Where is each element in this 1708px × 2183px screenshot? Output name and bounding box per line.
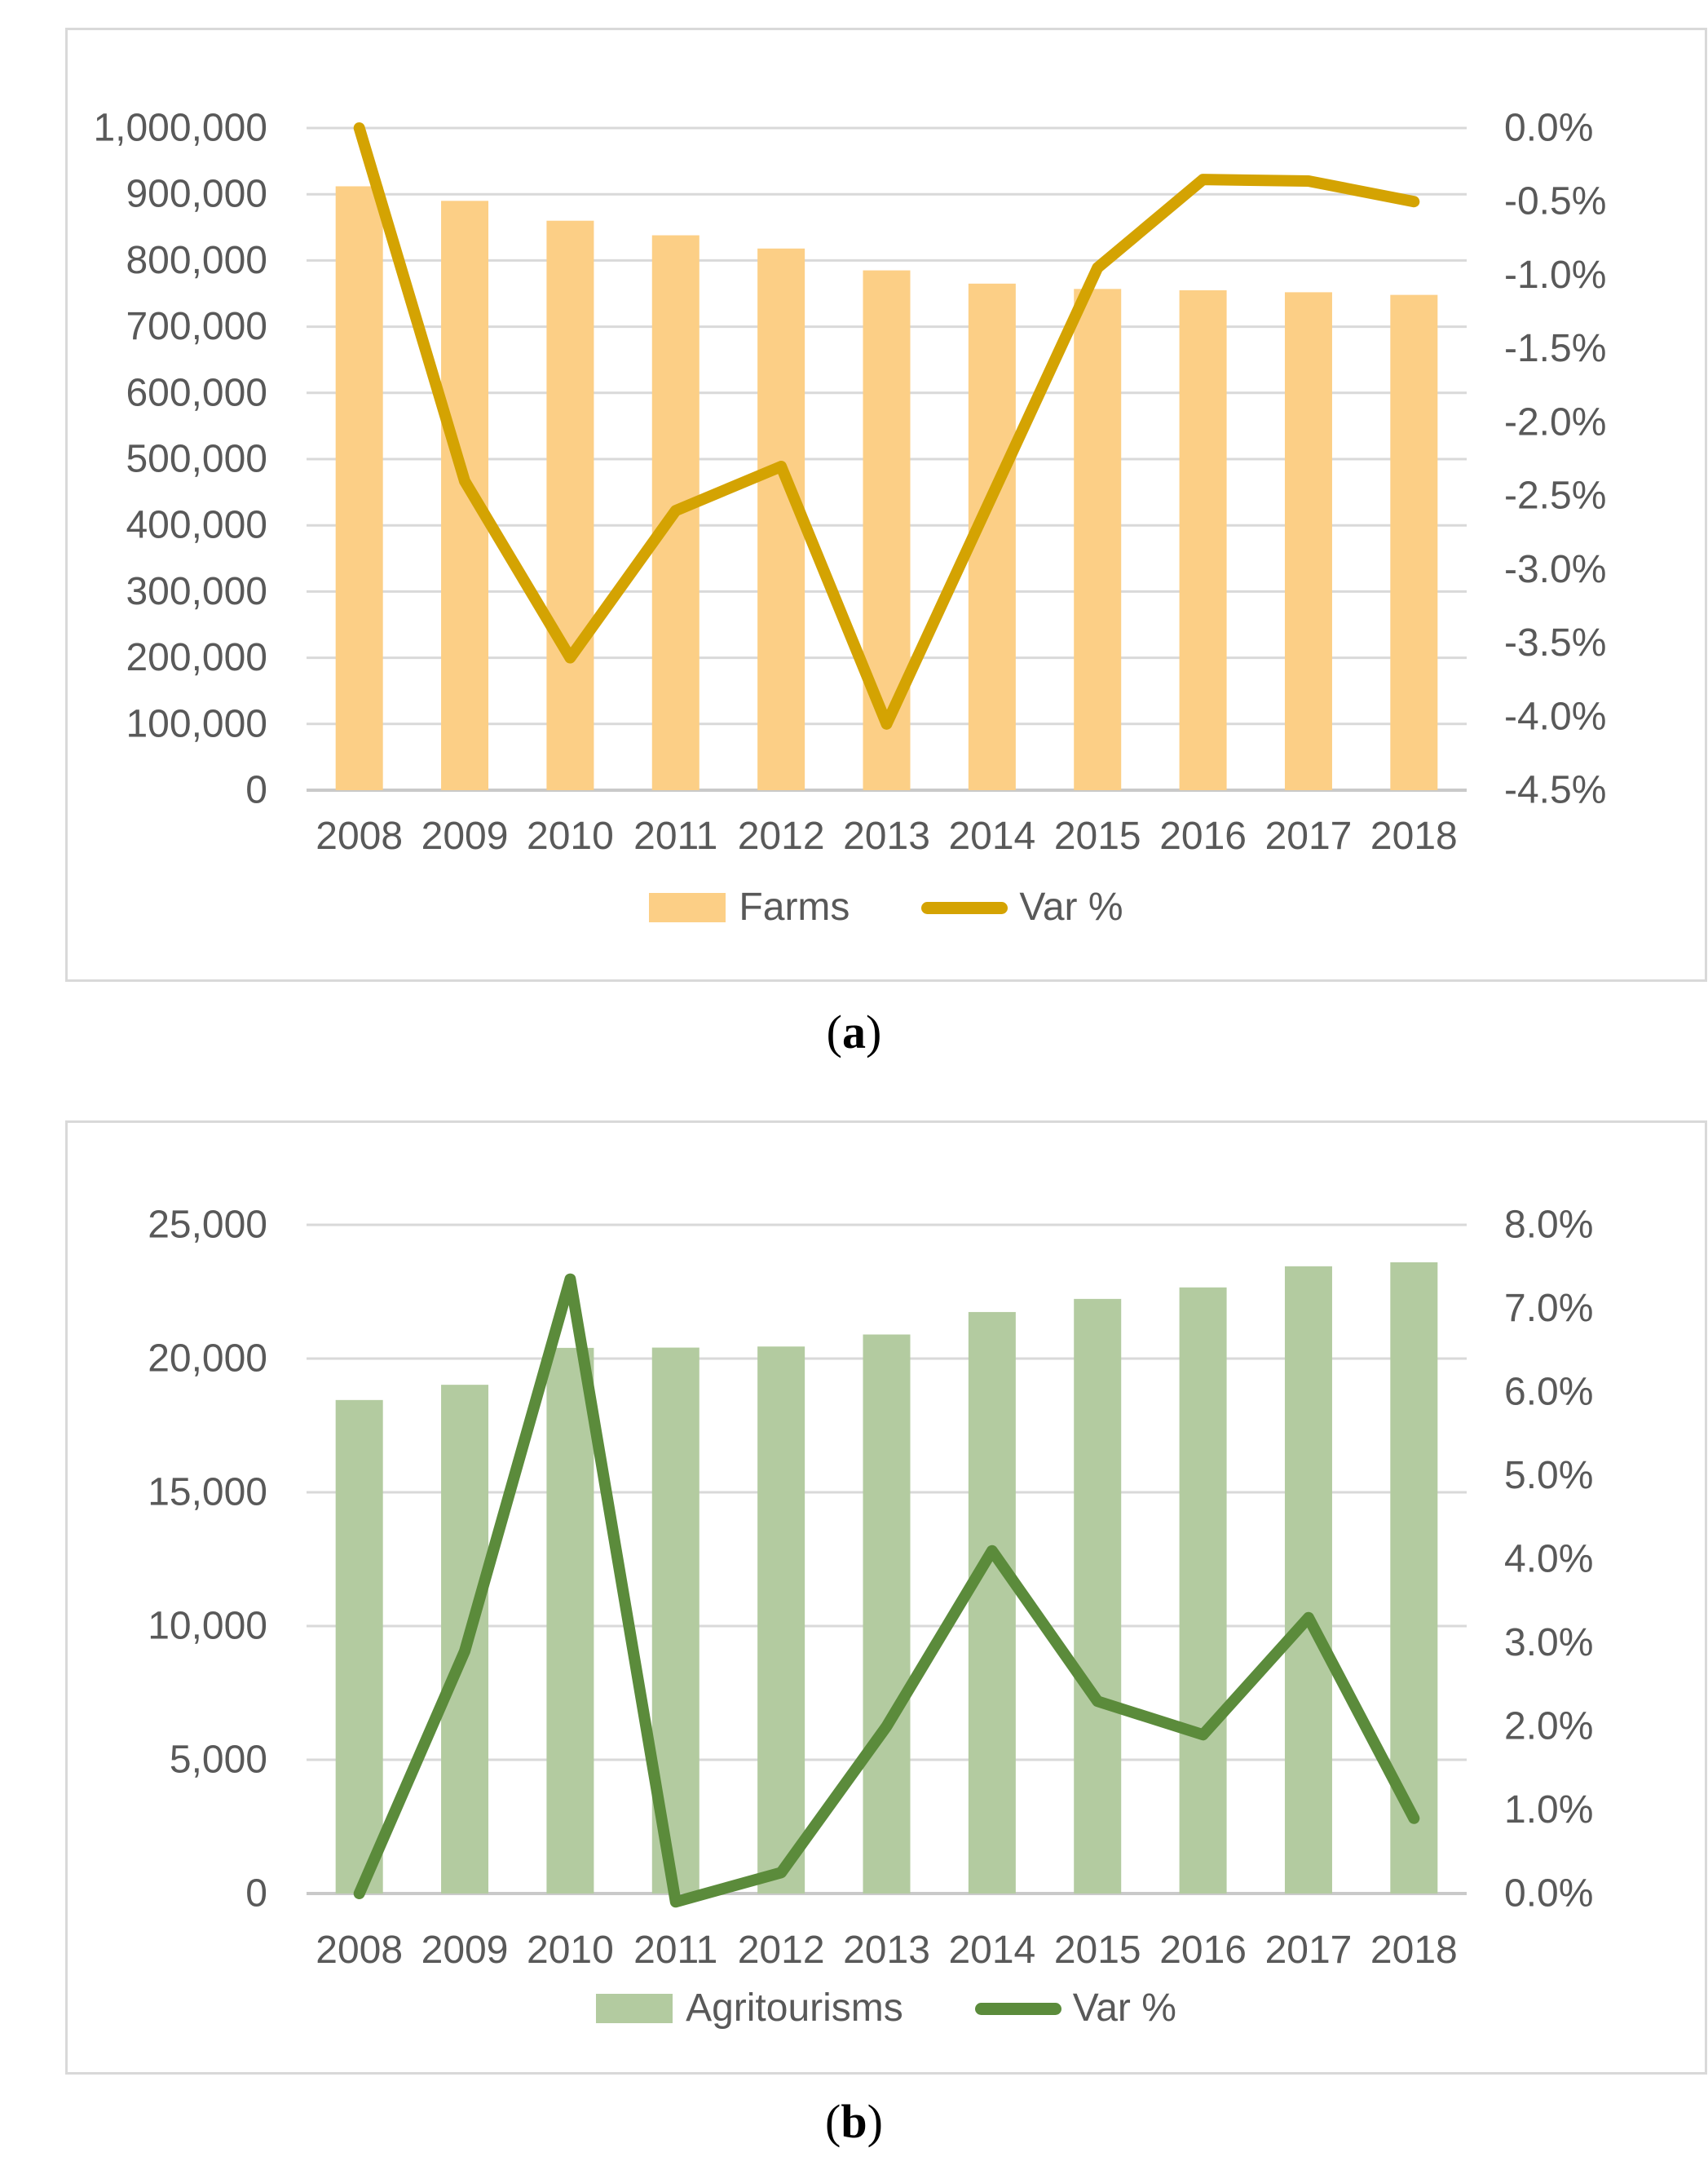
right-axis-tick-label: 0.0% <box>1504 106 1594 150</box>
bar-agritourisms <box>757 1346 805 1894</box>
right-axis-tick-label: 2.0% <box>1504 1704 1594 1748</box>
x-axis-tick-label: 2010 <box>527 815 614 858</box>
right-axis-tick-label: -2.5% <box>1504 474 1607 518</box>
right-axis-tick-label: 6.0% <box>1504 1370 1594 1414</box>
x-axis-tick-label: 2015 <box>1053 1929 1141 1972</box>
right-axis-tick-label: -1.0% <box>1504 253 1607 297</box>
x-axis-tick-label: 2013 <box>843 815 930 858</box>
x-axis-tick-label: 2010 <box>527 1929 614 1972</box>
left-axis-tick-label: 0 <box>245 768 267 812</box>
bar-agritourisms <box>1074 1299 1121 1894</box>
caption-b-open: ( <box>825 2095 841 2148</box>
x-axis-tick-label: 2011 <box>633 1929 718 1972</box>
right-axis-tick-label: -4.5% <box>1504 768 1607 812</box>
x-axis-tick-label: 2016 <box>1159 1929 1247 1972</box>
right-axis-tick-label: 5.0% <box>1504 1454 1594 1497</box>
agritourisms-var-legend-line-swatch <box>975 2003 1061 2015</box>
agritourisms-chart-legend <box>68 1986 1705 2030</box>
caption-b-close: ) <box>867 2095 883 2148</box>
agritourisms-chart-panel <box>65 1120 1707 2075</box>
left-axis-tick-label: 900,000 <box>126 172 267 216</box>
right-axis-tick-label: -3.0% <box>1504 547 1607 591</box>
farms-chart-plot <box>68 30 1705 883</box>
left-axis-tick-label: 15,000 <box>148 1470 267 1514</box>
right-axis-tick-label: 8.0% <box>1504 1203 1594 1247</box>
left-axis-tick-label: 25,000 <box>148 1203 267 1247</box>
left-axis-tick-label: 400,000 <box>126 503 267 547</box>
bar-farms <box>336 186 383 790</box>
left-axis-tick-label: 1,000,000 <box>93 106 267 150</box>
x-axis-tick-label: 2012 <box>737 1929 825 1972</box>
bar-agritourisms <box>546 1348 594 1894</box>
caption-a-open: ( <box>826 1005 842 1058</box>
bar-farms <box>441 201 488 790</box>
farms-chart-panel <box>65 28 1707 982</box>
agritourisms-legend-label: Agritourisms <box>686 1986 903 2030</box>
bar-agritourisms <box>1285 1266 1332 1894</box>
agritourisms-legend-bar-swatch <box>596 1994 673 2023</box>
left-axis-tick-label: 5,000 <box>169 1738 267 1782</box>
left-axis-tick-label: 100,000 <box>126 702 267 746</box>
farms-legend-label: Farms <box>739 886 850 929</box>
farms-var-legend-line-swatch <box>921 902 1008 914</box>
right-axis-tick-label: -2.0% <box>1504 400 1607 444</box>
x-axis-tick-label: 2015 <box>1053 815 1141 858</box>
x-axis-tick-label: 2012 <box>737 815 825 858</box>
agritourisms-var-legend-label: Var % <box>1072 1986 1176 2030</box>
left-axis-tick-label: 600,000 <box>126 371 267 415</box>
right-axis-tick-label: 7.0% <box>1504 1287 1594 1330</box>
x-axis-tick-label: 2008 <box>316 1929 404 1972</box>
x-axis-tick-label: 2018 <box>1370 1929 1458 1972</box>
bar-farms <box>1074 289 1121 790</box>
bar-farms <box>1180 290 1227 790</box>
left-axis-tick-label: 700,000 <box>126 305 267 349</box>
left-axis-tick-label: 0 <box>245 1871 267 1916</box>
caption-b <box>0 2094 1708 2149</box>
x-axis-tick-label: 2008 <box>316 815 404 858</box>
right-axis-tick-label: -3.5% <box>1504 621 1607 665</box>
agritourisms-chart-plot <box>68 1123 1705 1976</box>
farms-chart-legend <box>68 888 1705 927</box>
bar-farms <box>1390 295 1437 790</box>
bar-farms <box>1285 292 1332 790</box>
x-axis-tick-label: 2009 <box>421 815 509 858</box>
bar-agritourisms <box>863 1334 911 1894</box>
right-axis-tick-label: 0.0% <box>1504 1871 1594 1916</box>
x-axis-tick-label: 2018 <box>1370 815 1458 858</box>
right-axis-tick-label: -1.5% <box>1504 327 1607 371</box>
left-axis-tick-label: 20,000 <box>148 1337 267 1381</box>
caption-a <box>0 1005 1708 1059</box>
right-axis-tick-label: 1.0% <box>1504 1788 1594 1832</box>
x-axis-tick-label: 2017 <box>1264 815 1353 858</box>
x-axis-tick-label: 2016 <box>1159 815 1247 858</box>
x-axis-tick-label: 2014 <box>948 815 1036 858</box>
farms-legend-bar-swatch <box>649 893 726 922</box>
right-axis-tick-label: 3.0% <box>1504 1621 1594 1664</box>
bar-agritourisms <box>969 1312 1016 1894</box>
x-axis-tick-label: 2011 <box>633 815 718 858</box>
x-axis-tick-label: 2009 <box>421 1929 509 1972</box>
x-axis-tick-label: 2017 <box>1264 1929 1353 1972</box>
right-axis-tick-label: -0.5% <box>1504 179 1607 223</box>
right-axis-tick-label: -4.0% <box>1504 695 1607 739</box>
farms-var-legend-label: Var % <box>1019 886 1123 929</box>
left-axis-tick-label: 10,000 <box>148 1604 267 1648</box>
left-axis-tick-label: 800,000 <box>126 238 267 282</box>
left-axis-tick-label: 200,000 <box>126 636 267 680</box>
bar-agritourisms <box>1180 1288 1227 1894</box>
left-axis-tick-label: 500,000 <box>126 437 267 481</box>
caption-b-letter: b <box>841 2095 867 2148</box>
bar-agritourisms <box>336 1400 383 1894</box>
right-axis-tick-label: 4.0% <box>1504 1537 1594 1581</box>
bar-farms <box>546 221 594 790</box>
x-axis-tick-label: 2014 <box>948 1929 1036 1972</box>
caption-a-letter: a <box>842 1005 866 1058</box>
left-axis-tick-label: 300,000 <box>126 569 267 613</box>
x-axis-tick-label: 2013 <box>843 1929 930 1972</box>
caption-a-close: ) <box>866 1005 882 1058</box>
